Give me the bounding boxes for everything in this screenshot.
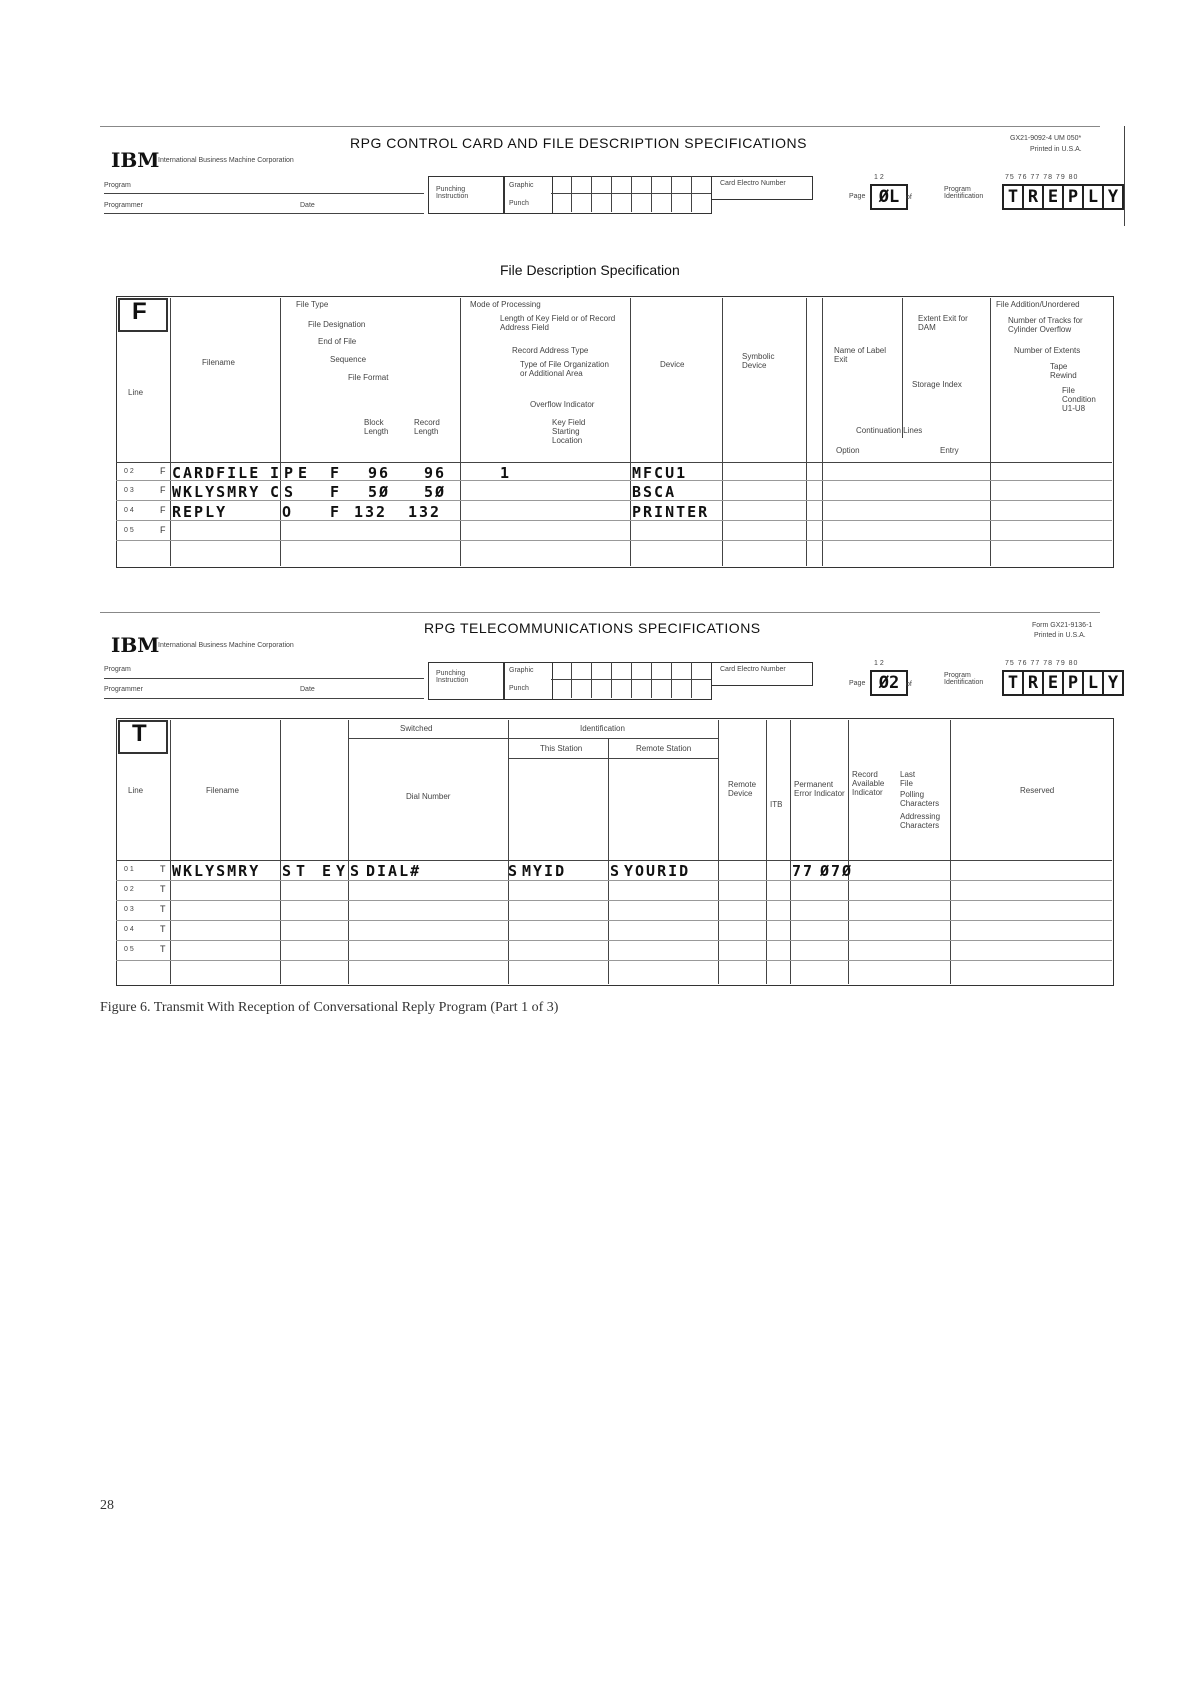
tc-sf2: S <box>610 862 622 880</box>
program-id-char: Y <box>1102 670 1124 696</box>
programmer-label: Programmer <box>104 202 143 209</box>
hdr-dial-number: Dial Number <box>406 792 451 801</box>
punching-instruction-label: Punching Instruction <box>436 186 469 200</box>
program-label-2: Program <box>104 666 131 673</box>
fd-record-length: 132 <box>408 503 442 521</box>
hdr-entry: Entry <box>940 446 959 455</box>
punching-instruction-label-2: Punching Instruction <box>436 670 469 684</box>
hdr-file-type: File Type <box>296 300 329 309</box>
fd-filename: WKLYSMRY <box>172 483 261 501</box>
hdr-polling: Polling Characters <box>900 790 940 808</box>
ibm-logo-2: IBM <box>111 633 160 657</box>
tc-sf1: S <box>508 862 520 880</box>
program-id-char: T <box>1002 670 1024 696</box>
program-id-char: P <box>1062 670 1084 696</box>
hdr-name-label-exit: Name of Label Exit <box>834 346 887 364</box>
hdr-remote-station: Remote Station <box>636 744 692 753</box>
hdr-remote-device: Remote Device <box>728 780 757 798</box>
hdr-file-format: File Format <box>348 373 389 382</box>
fd-key-length: 1 <box>500 464 512 482</box>
figure-caption: Figure 6. Transmit With Reception of Conversational Reply Program (Part 1 of 3) <box>100 1000 559 1015</box>
program-identification-label-2: Program Identification <box>944 672 984 686</box>
graphic-label-2: Graphic <box>509 667 534 674</box>
tc-station: T <box>296 862 308 880</box>
hdr-switched: Switched <box>400 724 433 733</box>
card-electro-label-2: Card Electro Number <box>720 666 786 673</box>
fd-filename: REPLY <box>172 503 228 521</box>
printed-label: Printed in U.S.A. <box>1030 146 1082 153</box>
fd-file-type: O <box>282 503 294 521</box>
program-id-char: L <box>1082 184 1104 210</box>
tc-line-number: 0 2 <box>124 886 134 893</box>
hdr-type-file-org: Type of File Organization or Additional Area <box>520 360 609 378</box>
fd-device: PRINTER <box>632 503 710 521</box>
punch-label-2: Punch <box>509 685 529 692</box>
tc-remote-id: YOURID <box>624 862 691 880</box>
hdr-length-key: Length of Key Field or of Record Address Field <box>500 314 616 332</box>
fd-form-type: F <box>160 525 166 535</box>
tc-form-type: T <box>160 864 166 874</box>
page-cols-2: 1 2 <box>874 660 884 667</box>
fd-form-type: F <box>160 485 166 495</box>
programmer-label-2: Programmer <box>104 686 143 693</box>
hdr-record-length: Record Length <box>414 418 440 436</box>
tc-filename: WKLYSMRY <box>172 862 261 880</box>
fd-record-length: 5Ø <box>424 483 447 501</box>
hdr-t-filename: Filename <box>206 786 239 795</box>
fd-file-type: I <box>270 464 282 482</box>
hdr-itb: ITB <box>770 800 783 809</box>
tc-dial-number: DIAL# <box>366 862 422 880</box>
hdr-extent-exit: Extent Exit for DAM <box>918 314 968 332</box>
form-number-2: Form GX21-9136-1 <box>1032 622 1093 629</box>
hdr-continuation: Continuation Lines <box>856 426 923 435</box>
hdr-tracks: Number of Tracks for Cylinder Overflow <box>1008 316 1083 334</box>
page-number: 28 <box>100 1498 114 1513</box>
tc-yn: Y <box>336 862 348 880</box>
fd-file-type: C <box>270 483 282 501</box>
page-cols: 1 2 <box>874 174 884 181</box>
fd-device: MFCU1 <box>632 464 688 482</box>
tc-line-number: 0 1 <box>124 866 134 873</box>
tc-line-number: 0 4 <box>124 926 134 933</box>
tc-form-type: T <box>160 944 166 954</box>
control-card-title: RPG CONTROL CARD AND FILE DESCRIPTION SPECIFICATIONS <box>350 135 807 151</box>
telecom-title: RPG TELECOMMUNICATIONS SPECIFICATIONS <box>424 620 761 636</box>
fd-line-number: 0 3 <box>124 487 134 494</box>
hdr-last-file: Last File <box>900 770 916 788</box>
fd-form-type: F <box>160 466 166 476</box>
tc-mfsab: S <box>350 862 362 880</box>
hdr-record-address-type: Record Address Type <box>512 346 589 355</box>
id-cols: 75 76 77 78 79 80 <box>1005 174 1079 181</box>
fd-format: F <box>330 483 342 501</box>
hdr-identification: Identification <box>580 724 625 733</box>
fd-eof: E <box>298 464 310 482</box>
hdr-option: Option <box>836 446 860 455</box>
date-label-2: Date <box>300 686 315 693</box>
fd-designation: S <box>284 483 296 501</box>
hdr-overflow: Overflow Indicator <box>530 400 595 409</box>
program-id-char: T <box>1002 184 1024 210</box>
tc-form-type: T <box>160 924 166 934</box>
fd-block-length: 5Ø <box>368 483 391 501</box>
hdr-storage-index: Storage Index <box>912 380 962 389</box>
ibm-subtitle-2: International Business Machine Corporation <box>158 642 294 649</box>
punch-label: Punch <box>509 200 529 207</box>
fd-line-number: 0 2 <box>124 468 134 475</box>
hdr-key-field: Key Field Starting Location <box>552 418 586 445</box>
form-number: GX21-9092-4 UM 050* <box>1010 135 1082 142</box>
fd-line-number: 0 5 <box>124 527 134 534</box>
tc-wait-time: Ø7Ø <box>820 862 854 880</box>
program-id-char: E <box>1042 184 1064 210</box>
tc-bsca: S <box>282 862 294 880</box>
program-id-char: P <box>1062 184 1084 210</box>
of-label-2: of <box>906 681 912 688</box>
printed-label-2: Printed in U.S.A. <box>1034 632 1086 639</box>
page-label-2: Page <box>849 680 866 687</box>
hdr-file-addition: File Addition/Unordered <box>996 300 1080 309</box>
hdr-end-of-file: End of File <box>318 337 357 346</box>
page-number-field-2[interactable]: Ø2 <box>870 670 908 696</box>
program-id-char: E <box>1042 670 1064 696</box>
hdr-line: Line <box>128 388 144 397</box>
program-id-char: Y <box>1102 184 1124 210</box>
of-label: of <box>906 194 912 201</box>
form-letter-t: T <box>132 720 147 747</box>
fd-form-type: F <box>160 505 166 515</box>
hdr-block-length: Block Length <box>364 418 389 436</box>
hdr-file-designation: File Designation <box>308 320 366 329</box>
hdr-sequence: Sequence <box>330 355 367 364</box>
date-label: Date <box>300 202 315 209</box>
ibm-logo: IBM <box>111 148 160 172</box>
fd-format: F <box>330 503 342 521</box>
hdr-filename: Filename <box>202 358 235 367</box>
fd-record-length: 96 <box>424 464 447 482</box>
tc-perm-err: 77 <box>792 862 815 880</box>
tc-form-type: T <box>160 904 166 914</box>
hdr-tape-rewind: Tape Rewind <box>1050 362 1077 380</box>
tc-tcode: E <box>322 862 334 880</box>
hdr-device: Device <box>660 360 685 369</box>
fd-format: F <box>330 464 342 482</box>
fd-device: BSCA <box>632 483 677 501</box>
program-id-char: L <box>1082 670 1104 696</box>
fd-block-length: 132 <box>354 503 388 521</box>
tc-this-id: MYID <box>522 862 567 880</box>
tc-form-type: T <box>160 884 166 894</box>
hdr-reserved: Reserved <box>1020 786 1055 795</box>
hdr-permanent-error: Permanent Error Indicator <box>794 780 845 798</box>
hdr-t-line: Line <box>128 786 144 795</box>
program-identification-label: Program Identification <box>944 186 984 200</box>
fd-filename: CARDFILE <box>172 464 261 482</box>
program-label: Program <box>104 182 131 189</box>
program-id-char: R <box>1022 184 1044 210</box>
tc-line-number: 0 3 <box>124 906 134 913</box>
file-description-title: File Description Specification <box>500 262 680 278</box>
card-electro-label: Card Electro Number <box>720 180 786 187</box>
hdr-file-condition: File Condition U1-U8 <box>1062 386 1096 413</box>
tc-line-number: 0 5 <box>124 946 134 953</box>
hdr-extents: Number of Extents <box>1014 346 1081 355</box>
fd-designation: P <box>284 464 296 482</box>
form-letter-f: F <box>132 298 147 325</box>
hdr-symbolic-device: Symbolic Device <box>742 352 775 370</box>
id-cols-2: 75 76 77 78 79 80 <box>1005 660 1079 667</box>
hdr-this-station: This Station <box>540 744 583 753</box>
program-id-char: R <box>1022 670 1044 696</box>
page-number-field[interactable]: ØL <box>870 184 908 210</box>
ibm-subtitle: International Business Machine Corporation <box>158 157 294 164</box>
graphic-label: Graphic <box>509 182 534 189</box>
fd-line-number: 0 4 <box>124 507 134 514</box>
fd-block-length: 96 <box>368 464 391 482</box>
hdr-record-available: Record Available Indicator <box>852 770 885 797</box>
page-label: Page <box>849 193 866 200</box>
hdr-mode-processing: Mode of Processing <box>470 300 541 309</box>
hdr-addressing: Addressing Characters <box>900 812 941 830</box>
